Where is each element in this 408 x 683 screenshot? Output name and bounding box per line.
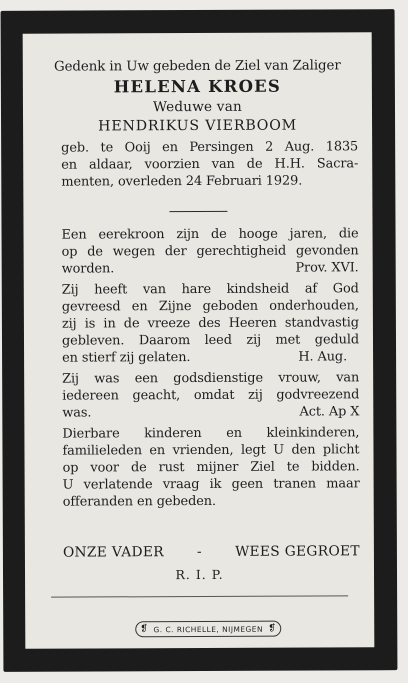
verse-2-line-2: gevreesd en Zijne geboden onderhouden, xyxy=(61,298,359,315)
printer-stamp xyxy=(135,621,281,638)
verse-2-line-5: en stierf zij gelaten. xyxy=(62,350,191,366)
verse-4-line-4: U verlatende vraag ik geen tranen maar xyxy=(62,476,360,493)
verse-3-last-row xyxy=(62,404,359,420)
spouse-name: HENDRIKUS VIERBOOM xyxy=(98,117,298,135)
bio-line-2: en aldaar, voorzien van de H.H. Sacra- xyxy=(61,156,359,173)
ornament-left-icon: ❡ xyxy=(140,624,149,635)
verse-1-last-row xyxy=(62,260,359,276)
verse-1-line-2: op de wegen der gerechtigheid gevonden xyxy=(61,243,359,260)
widow-of-label: Weduwe van xyxy=(152,98,242,116)
bio-line-3: menten, overleden 24 Februari 1929. xyxy=(61,173,303,190)
bio-line-1: geb. te Ooij en Persingen 2 Aug. 1835 xyxy=(61,139,359,156)
verse-2-line-3: zij is in de vreeze des Heeren standvastig xyxy=(61,315,359,332)
verse-4-line-1: Dierbare kinderen en kleinkinderen, xyxy=(62,425,360,442)
verse-4-line-3: op voor de rust mijner Ziel te bidden. xyxy=(62,459,360,476)
intro-text: Gedenk in Uw gebeden de Ziel van Zaliger xyxy=(53,58,341,75)
prayer-our-father: ONZE VADER xyxy=(62,544,164,561)
verse-3-line-1: Zij was een godsdienstige vrouw, van xyxy=(62,370,360,387)
verse-3-line-2: iedereen geacht, omdat zij godvreezend xyxy=(62,387,360,404)
verse-3-reference: Act. Ap X xyxy=(299,404,360,420)
rip-text: R. I. P. xyxy=(175,566,224,583)
mourning-card-border xyxy=(1,9,398,672)
prayer-separator: - xyxy=(196,543,202,561)
verse-1-reference: Prov. XVI. xyxy=(295,260,359,276)
deceased-name: HELENA KROES xyxy=(113,76,282,97)
verse-3-line-3: was. xyxy=(62,405,92,421)
prayer-hail-mary: WEES GEGROET xyxy=(235,543,360,560)
ornament-right-icon: ❡ xyxy=(268,623,277,634)
verse-4-line-2: familieleden en vrienden, legt U den plicht xyxy=(62,442,360,459)
verse-1-line-3: worden. xyxy=(61,261,115,277)
divider-rule-top xyxy=(169,211,227,212)
printer-name: G. C. RICHELLE, NIJMEGEN xyxy=(153,624,263,635)
verse-4-line-5: offeranden en gebeden. xyxy=(62,493,216,510)
verse-2-last-row xyxy=(62,349,359,365)
verse-2-line-1: Zij heeft van hare kindsheid af God xyxy=(61,281,359,298)
verse-1-line-1: Een eerekroon zijn de hooge jaren, die xyxy=(61,226,359,243)
divider-rule-bottom xyxy=(51,595,348,597)
prayer-line xyxy=(63,543,360,560)
verse-2-line-4: gebleven. Daarom leed zij met geduld xyxy=(61,332,360,349)
verse-2-reference: H. Aug. xyxy=(298,349,348,365)
card-paper xyxy=(23,32,375,649)
